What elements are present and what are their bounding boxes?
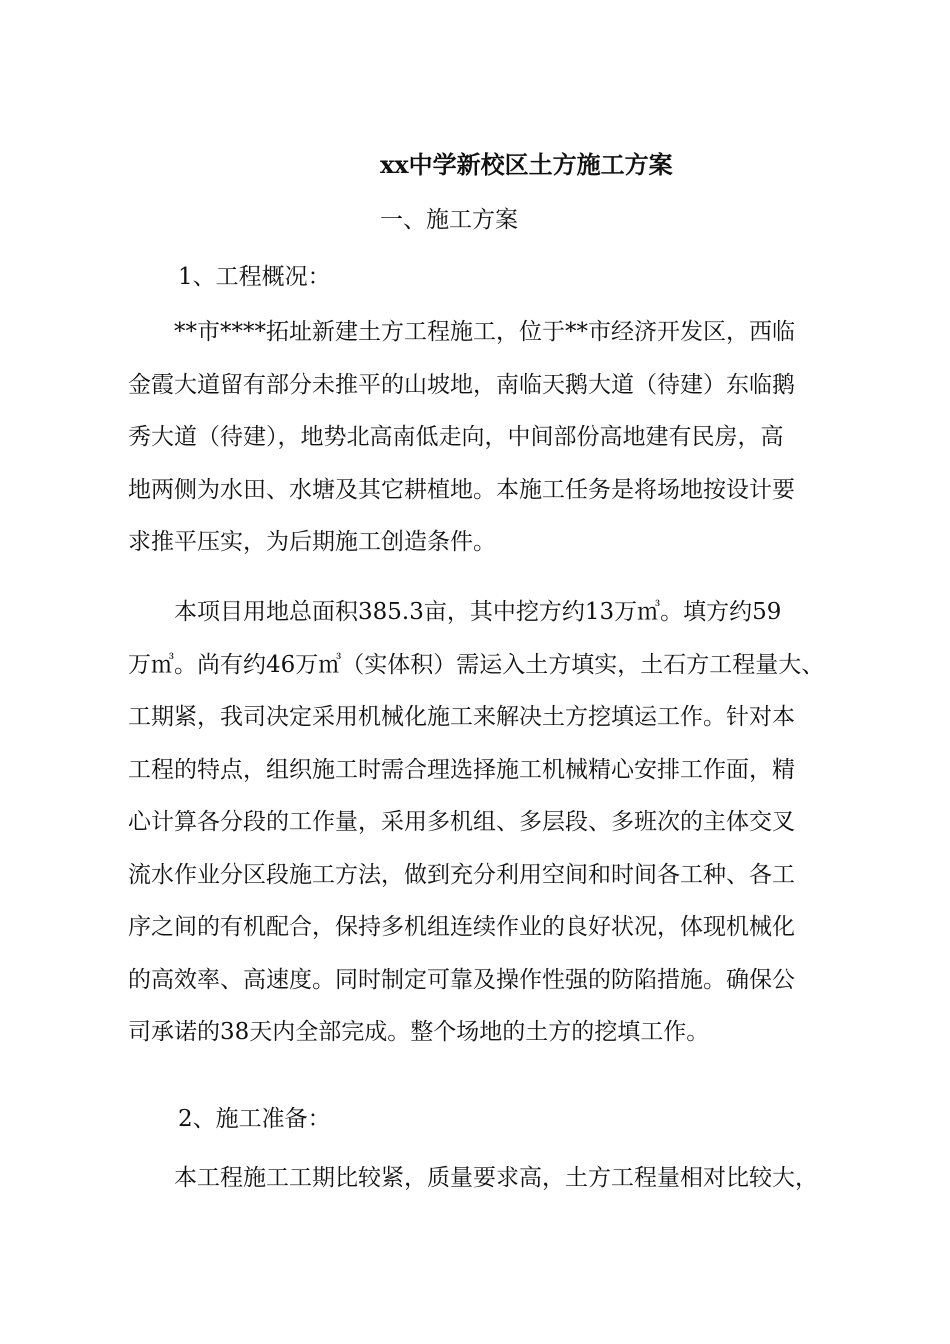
section-heading-construction-plan: 一、施工方案 <box>380 207 518 233</box>
paragraph-construction-preparation <box>128 1152 852 1205</box>
text-line: 流水作业分区段施工方法，做到充分利用空间和时间各工种、各工 <box>128 861 795 888</box>
text-line: 秀大道（待建），地势北高南低走向，中间部份高地建有民房，高 <box>128 424 784 450</box>
text-line: 司承诺的38天内全部完成。整个场地的土方的挖填工作。 <box>128 1019 710 1045</box>
text-line: 心计算各分段的工作量，采用多机组、多层段、多班次的主体交叉 <box>128 809 795 835</box>
text-line: **市****拓址新建土方工程施工，位于**市经济开发区，西临 <box>174 319 795 345</box>
text-line: 的高效率、高速度。同时制定可靠及操作性强的防陷措施。确保公 <box>128 966 795 993</box>
text-line: 工程的特点，组织施工时需合理选择施工机械精心安排工作面，精 <box>128 756 795 783</box>
text-line: 金霞大道留有部分未推平的山坡地，南临天鹅大道（待建）东临鹅 <box>128 371 795 398</box>
subsection-heading-project-overview: 1、工程概况： <box>178 264 331 290</box>
paragraph-project-overview <box>128 306 852 569</box>
text-line: 本工程施工工期比较紧，质量要求高，土方工程量相对比较大， <box>174 1165 818 1191</box>
text-line: 本项目用地总面积385.3亩，其中挖方约13万㎥。填方约59 <box>174 599 782 625</box>
text-line: 工期紧，我司决定采用机械化施工来解决土方挖填运工作。针对本 <box>128 704 795 730</box>
text-line: 求推平压实，为后期施工创造条件。 <box>128 529 496 555</box>
document-title: xx中学新校区土方施工方案 <box>380 150 673 179</box>
subsection-heading-construction-preparation: 2、施工准备： <box>178 1106 331 1132</box>
paragraph-project-scale <box>128 586 852 1059</box>
text-line: 地两侧为水田、水塘及其它耕植地。本施工任务是将场地按设计要 <box>128 476 795 503</box>
text-line: 万㎥。尚有约46万㎥（实体积）需运入土方填实，土石方工程量大、 <box>128 651 825 678</box>
text-line: 序之间的有机配合，保持多机组连续作业的良好状况，体现机械化 <box>128 914 795 940</box>
